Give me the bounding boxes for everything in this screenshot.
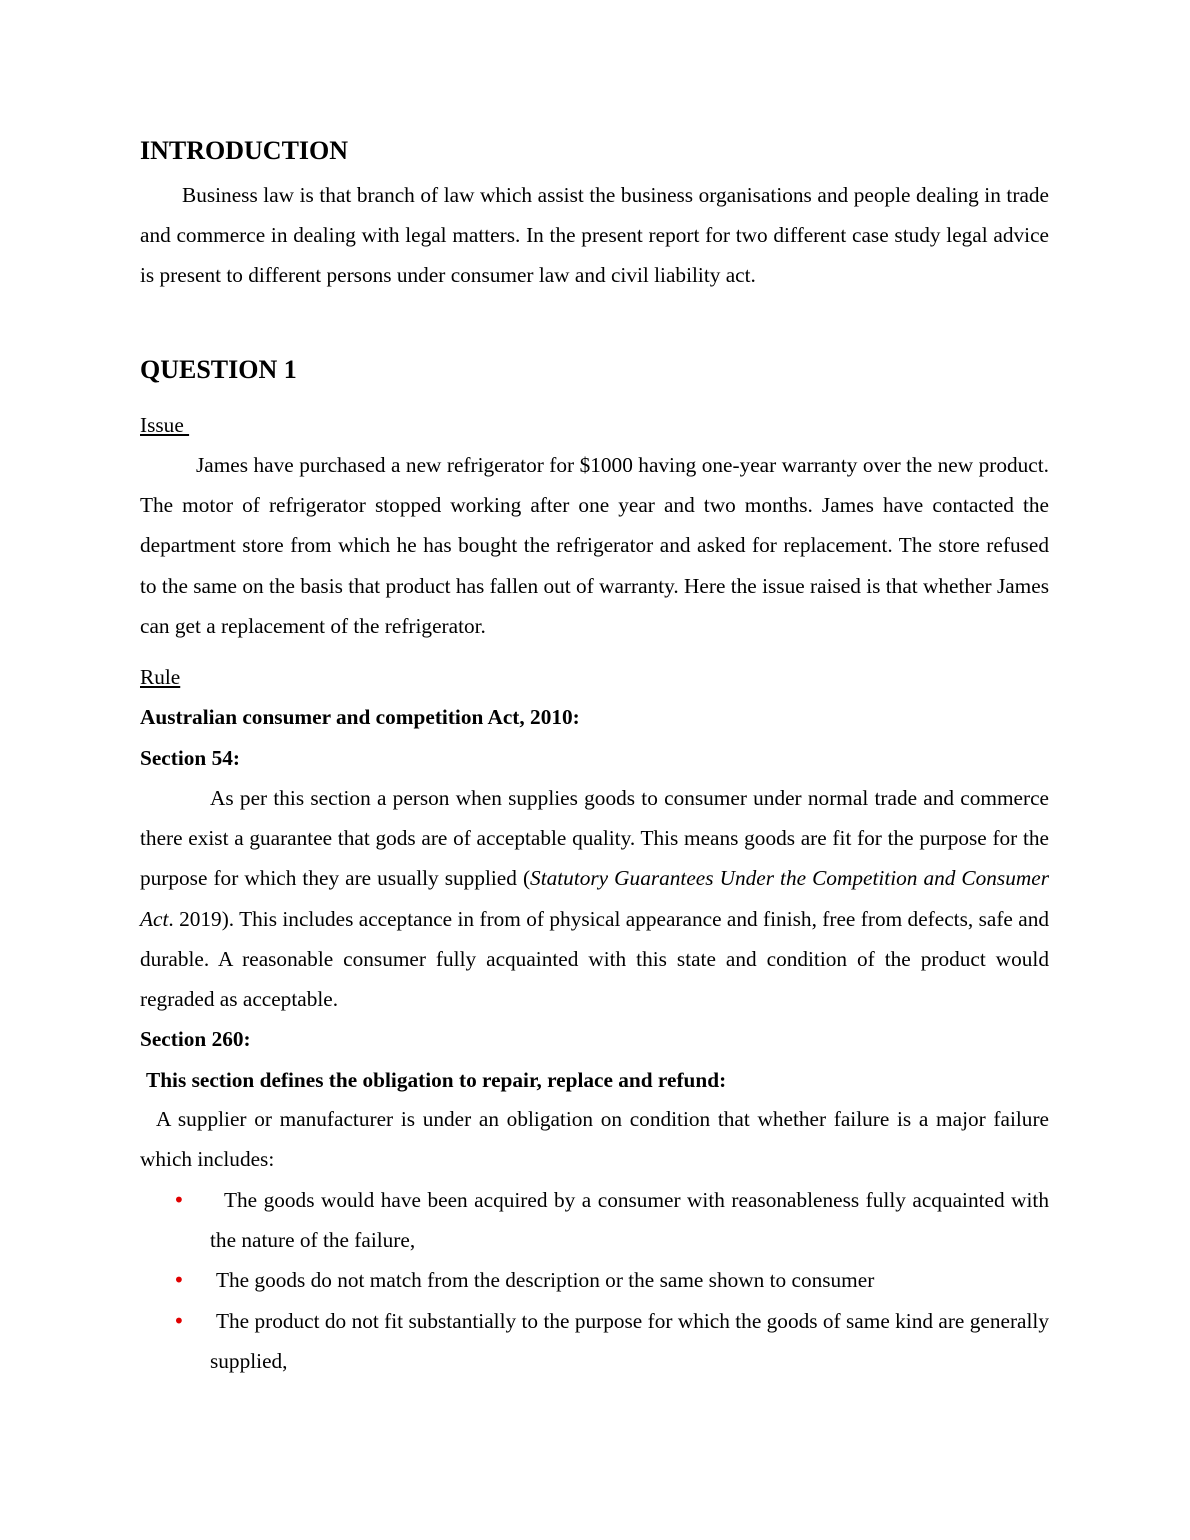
list-item (140, 1180, 1049, 1260)
list-item (140, 1260, 1049, 1300)
rule-label: Rule (140, 665, 181, 689)
issue-label: Issue (140, 413, 190, 437)
bullet-icon: • (173, 1188, 185, 1212)
list-item (140, 1301, 1049, 1381)
bullet-icon: • (173, 1268, 185, 1293)
failure-criteria-list (140, 1180, 1049, 1381)
list-item-text: The product do not fit substantially to the purpose for which the goods of same kind are generally supplied, (210, 1308, 1049, 1373)
section54-title: Section 54: (140, 746, 240, 770)
section260-paragraph: A supplier or manufacturer is under an obligation on condition that whether failure is a major failure which includes: (140, 1107, 1049, 1172)
question1-heading: QUESTION 1 (140, 355, 297, 384)
introduction-paragraph: Business law is that branch of law which assist the business organisations and people dealing in trade and commerce in dealing with legal matters. In the present report for two different case study legal advice is present to different persons under consumer law and civil liability act. (140, 183, 1049, 288)
introduction-heading: INTRODUCTION (140, 136, 349, 165)
section54-body-after: . 2019). This includes acceptance in from of physical appearance and finish, free from defects, safe and durable. A reasonable consumer fully acquainted with this state and condition of the product would regraded as acceptable. (140, 906, 1049, 1012)
list-item-text: The goods do not match from the description or the same shown to consumer (216, 1268, 875, 1293)
section54-paragraph (140, 778, 1049, 1019)
bullet-icon: • (173, 1308, 185, 1333)
issue-paragraph: James have purchased a new refrigerator for $1000 having one-year warranty over the new product. The motor of refrigerator stopped working after one year and two months. James have contacted the department store from which he has bought the refrigerator and asked for replacement. The store refused to the same on the basis that product has fallen out of warranty. Here the issue raised is that whether James can get a replacement of the refrigerator. (140, 453, 1049, 638)
section260-subtitle: This section defines the obligation to repair, replace and refund: (146, 1068, 727, 1092)
section260-title: Section 260: (140, 1027, 251, 1051)
act-title: Australian consumer and competition Act, 2010: (140, 705, 580, 729)
section54-citation: Statutory Guarantees Under the Competition and Consumer Act (140, 866, 1049, 931)
list-item-text: The goods would have been acquired by a consumer with reasonableness fully acquainted with the nature of the failure, (210, 1188, 1049, 1253)
section54-body-before: As per this section a person when supplies goods to consumer under normal trade and commerce there exist a guarantee that gods are of acceptable quality. This means goods are fit for the purpose for the purpose for which they are usually supplied ( (140, 786, 1049, 891)
